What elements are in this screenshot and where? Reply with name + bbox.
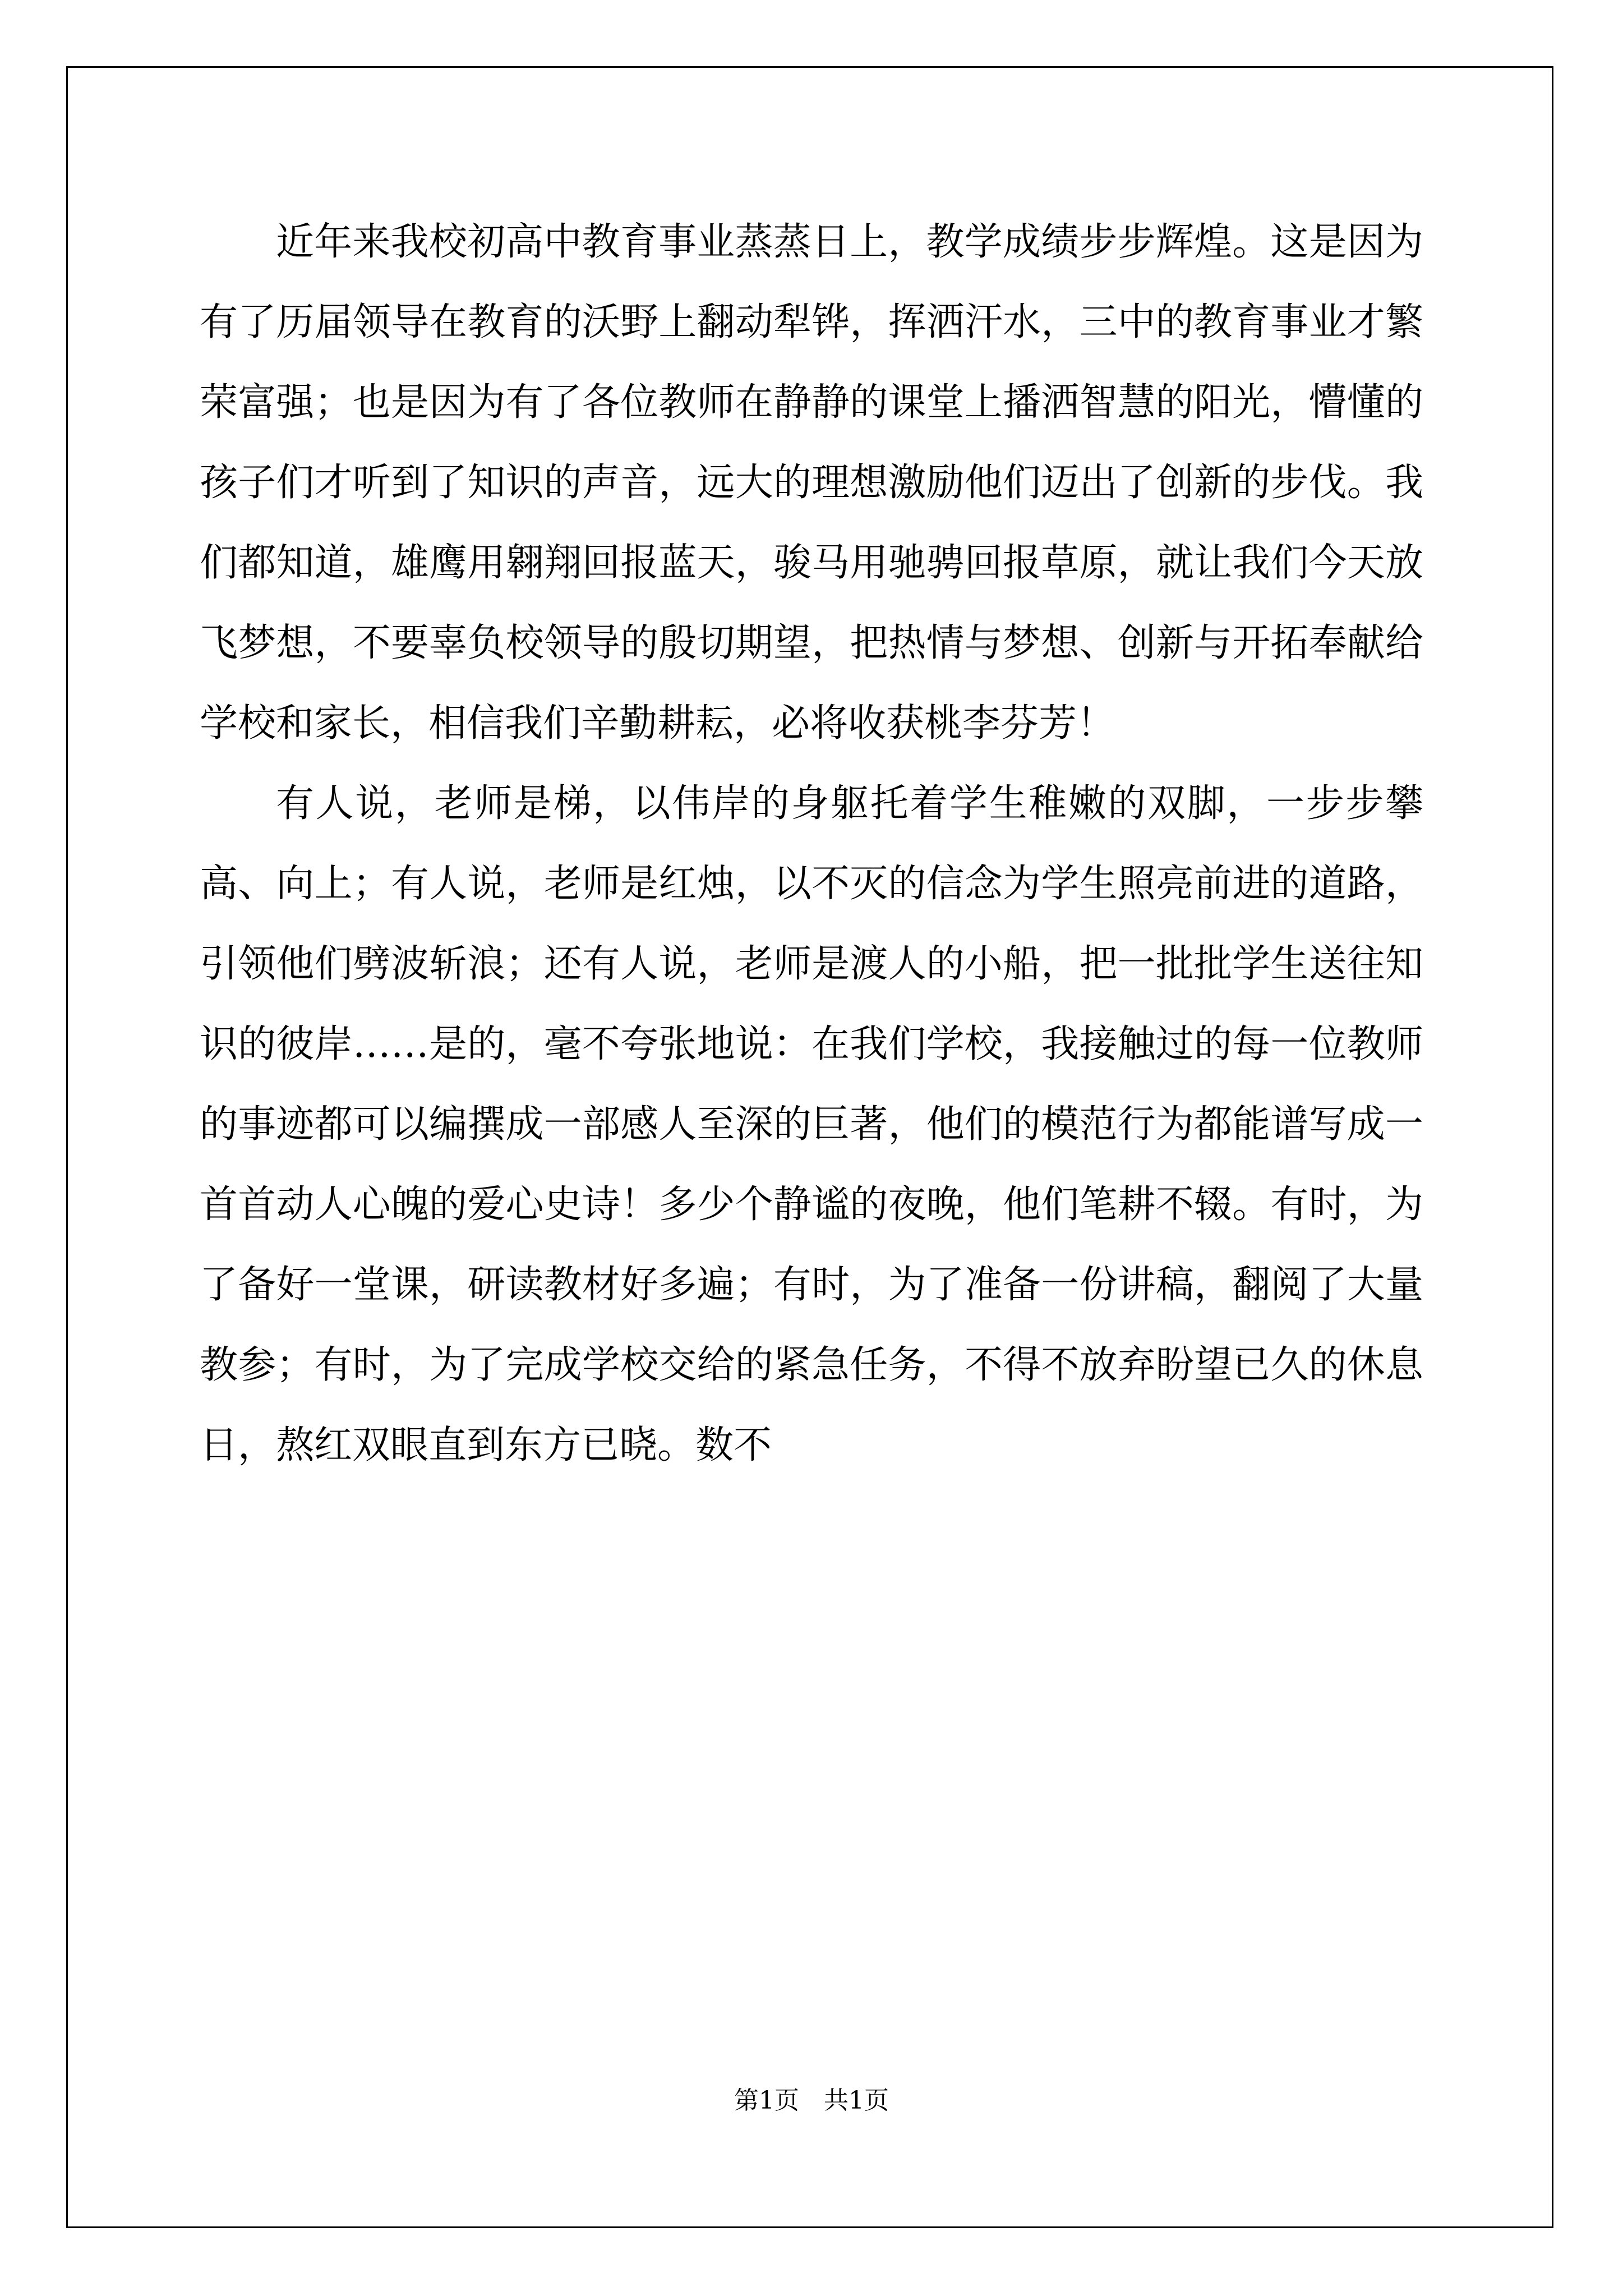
page-footer: 第1页 共1页 bbox=[734, 2086, 889, 2115]
paragraph-2: 有人说，老师是梯，以伟岸的身躯托着学生稚嫩的双脚，一步步攀高、向上；有人说，老师是红烛，以不灭的信念为学生照亮前进的道路，引领他们劈波斩浪；还有人说，老师是渡人的小船，把一批批学生送往知识的彼岸……是的，毫不夸张地说：在我们学校，我接触过的每一位教师的事迹都可以编撰成一部感人至深的巨著，他们的模范行为都能谱写成一首首动人心魄的爱心史诗！多少个静谧的夜晚，他们笔耕不辍。有时，为了备好一堂课，研读教材好多遍；有时，为了准备一份讲稿，翻阅了大量教参；有时，为了完成学校交给的紧急任务，不得不放弃盼望已久的休息日，熬红双眼直到东方已晓。数不 bbox=[200, 781, 1423, 1467]
document-body bbox=[200, 202, 1423, 1485]
paragraph-1: 近年来我校初高中教育事业蒸蒸日上，教学成绩步步辉煌。这是因为有了历届领导在教育的沃野上翻动犁铧，挥洒汗水，三中的教育事业才繁荣富强；也是因为有了各位教师在静静的课堂上播洒智慧的阳光，懵懂的孩子们才听到了知识的声音，远大的理想激励他们迈出了创新的步伐。我们都知道，雄鹰用翱翔回报蓝天，骏马用驰骋回报草原，就让我们今天放飞梦想，不要辜负校领导的殷切期望，把热情与梦想、创新与开拓奉献给学校和家长，相信我们辛勤耕耘，必将收获桃李芬芳！ bbox=[200, 220, 1423, 746]
